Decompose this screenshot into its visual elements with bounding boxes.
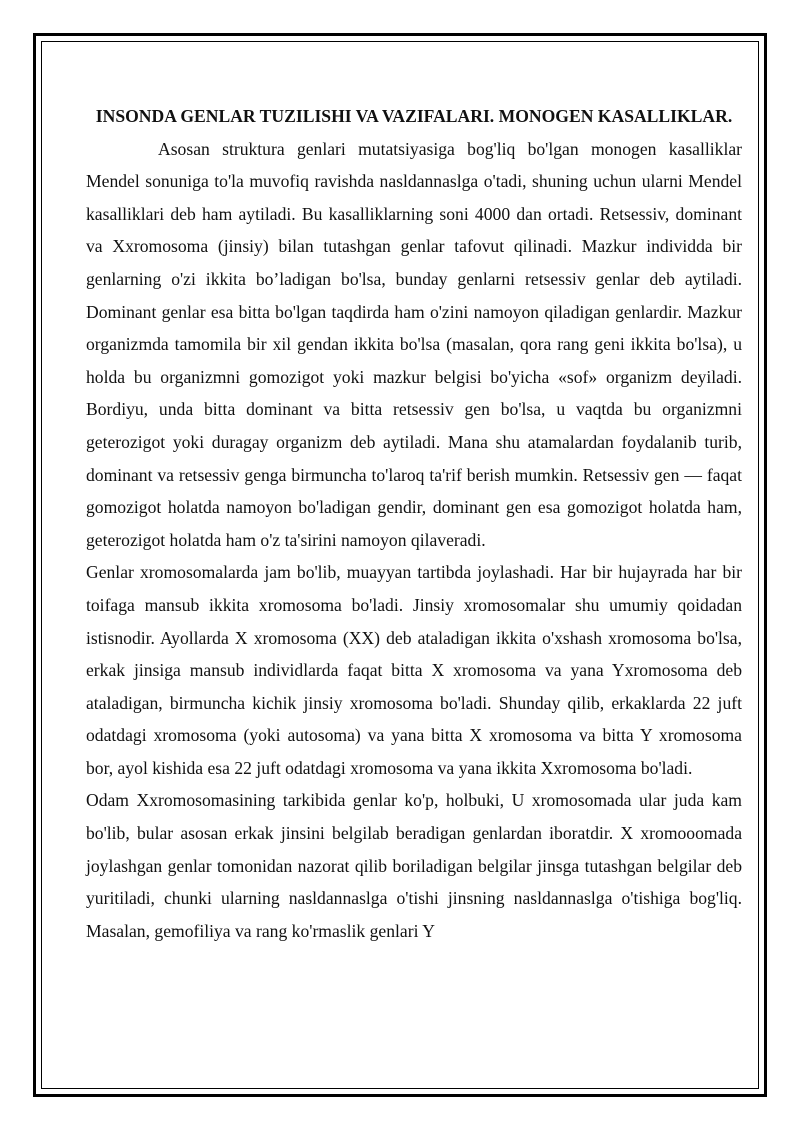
paragraph-x-chromosome-genes: Odam Xxromosomasining tarkibida genlar ko'p, holbuki, U xromosomada ular juda kam bo'lib, bular asosan erkak jinsini belgilab beradigan genlardan iboratdir. X xromooomada joylashgan genlar tomonidan nazorat qilib boriladigan belgilar jinsga tutashgan belgilar deb yuritiladi, chunki ularning nasldannaslga o'tishi jinsning nasldannaslga o'tishiga bog'liq. Masalan, gemofiliya va rang ko'rmaslik genlari Y: [86, 790, 742, 941]
document-body: [86, 100, 742, 947]
paragraph-monogenic-diseases: Asosan struktura genlari mutatsiyasiga bog'liq bo'lgan monogen kasalliklar Mendel sonuniga to'la muvofiq ravishda nasldannaslga o'tadi, shuning uchun ularni Mendel kasalliklari deb ham aytiladi. Bu kasalliklarning soni 4000 dan ortadi. Retsessiv, dominant va Xxromosoma (jinsiy) bilan tutashgan genlar tafovut qilinadi. Mazkur individda bir genlarning o'zi ikkita bo’ladigan bo'lsa, bunday genlarni retsessiv genlar deb aytiladi. Dominant genlar esa bitta bo'lgan taqdirda ham o'zini namoyon qiladigan genlardir. Mazkur organizmda tamomila bir xil gendan ikkita bo'lsa (masalan, qora rang geni ikkita bo'lsa), u holda bu organizmni gomozigot yoki mazkur belgisi bo'yicha «sof» organizm deyiladi. Bordiyu, unda bitta dominant va bitta retsessiv gen bo'lsa, u vaqtda bu organizmni geterozigot yoki duragay organizm deb aytiladi. Mana shu atamalardan foydalanib turib, dominant va retsessiv genga birmuncha to'laroq ta'rif berish mumkin. Retsessiv gen — faqat gomozigot holatda namoyon bo'ladigan gendir, dominant gen esa gomozigot holatda ham, geterozigot holatda ham o'z ta'sirini namoyon qilaveradi.: [86, 138, 742, 550]
document-title: INSONDA GENLAR TUZILISHI VA VAZIFALARI. MONOGEN KASALLIKLAR.: [95, 106, 733, 126]
paragraph-chromosomes: Genlar xromosomalarda jam bo'lib, muayyan tartibda joylashadi. Har bir hujayrada har bir toifaga mansub ikkita xromosoma bo'ladi. Jinsiy xromosomalar shu umumiy qoidadan istisnodir. Ayollarda X xromosoma (XX) deb ataladigan ikkita o'xshash xromosoma bo'lsa, erkak jinsiga mansub individlarda faqat bitta X xromosoma va yana Yxromosoma deb ataladigan, birmuncha kichik jinsiy xromosoma bo'ladi. Shunday qilib, erkaklarda 22 juft odatdagi xromosoma (yoki autosoma) va yana bitta X xromosoma va bitta Y xromosoma bor, ayol kishida esa 22 juft odatdagi xromosoma va yana ikkita Xxromosoma bo'ladi.: [86, 562, 742, 778]
